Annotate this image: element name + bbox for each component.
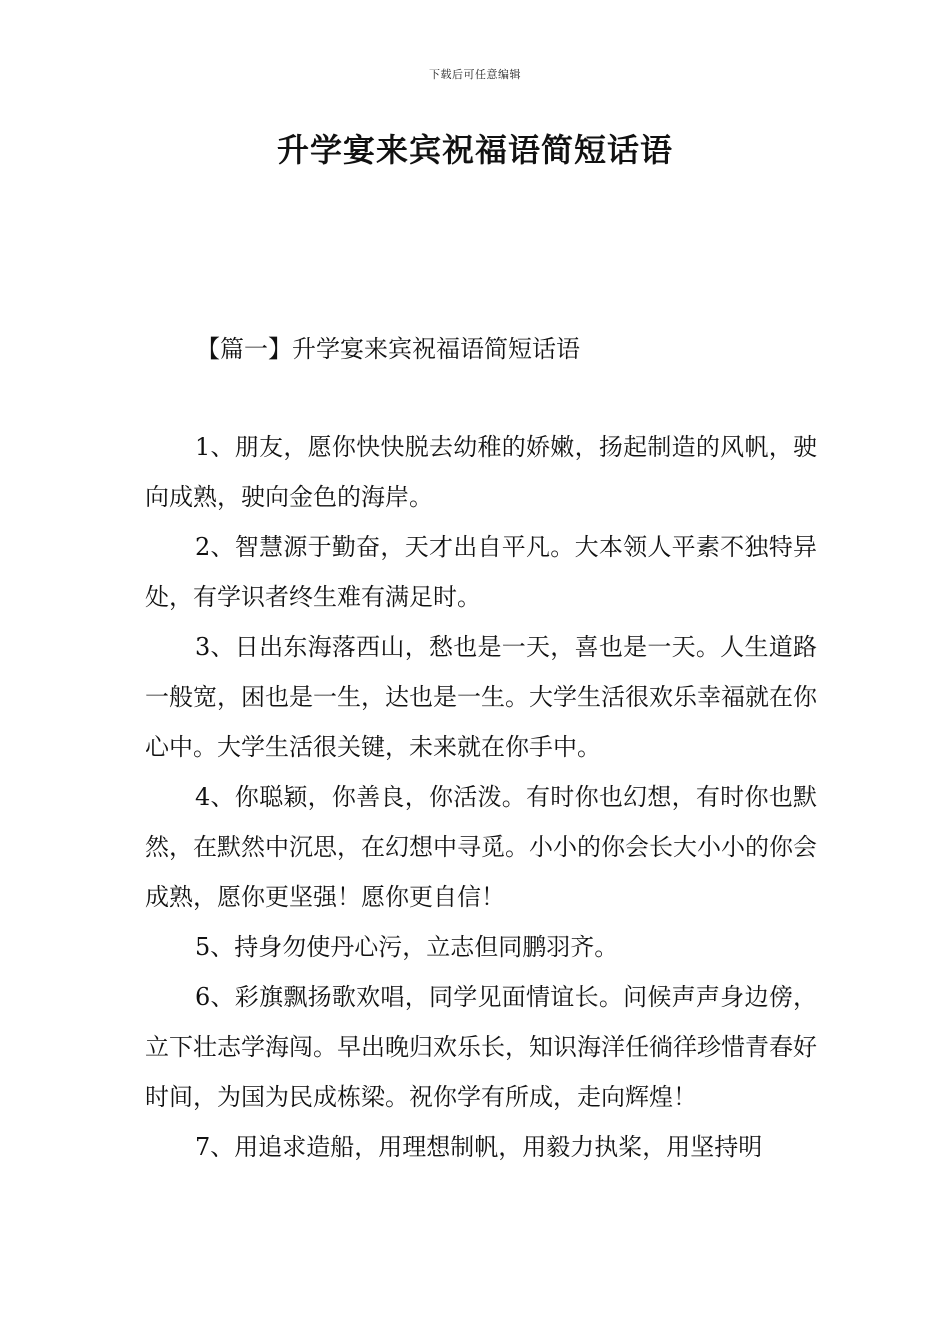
page-header-note: 下载后可任意编辑 — [429, 68, 521, 81]
paragraph: 6、彩旗飘扬歌欢唱，同学见面情谊长。问候声声身边傍，立下壮志学海闯。早出晚归欢乐长，知识海洋任徜徉珍惜青春好时间，为国为民成栋梁。祝你学有所成，走向辉煌！ — [145, 983, 817, 1111]
paragraph: 2、智慧源于勤奋，天才出自平凡。大本领人平素不独特异处，有学识者终生难有满足时。 — [145, 533, 817, 611]
paragraph: 3、日出东海落西山，愁也是一天，喜也是一天。人生道路一般宽，困也是一生，达也是一生。大学生活很欢乐幸福就在你心中。大学生活很关键，未来就在你手中。 — [145, 633, 817, 761]
paragraph: 1、朋友，愿你快快脱去幼稚的娇嫩，扬起制造的风帆，驶向成熟，驶向金色的海岸。 — [145, 433, 817, 511]
paragraph: 5、持身勿使丹心污，立志但同鹏羽齐。 — [195, 933, 619, 961]
paragraph: 4、你聪颖，你善良，你活泼。有时你也幻想，有时你也默然，在默然中沉思，在幻想中寻觅。小小的你会长大小小的你会成熟，愿你更坚强！愿你更自信！ — [145, 783, 817, 911]
document-title: 升学宴来宾祝福语简短话语 — [276, 131, 673, 169]
section-heading: 【篇一】升学宴来宾祝福语简短话语 — [196, 335, 580, 363]
paragraph: 7、用追求造船，用理想制帆，用毅力执桨，用坚持明 — [195, 1133, 763, 1161]
document-body — [145, 422, 817, 1172]
